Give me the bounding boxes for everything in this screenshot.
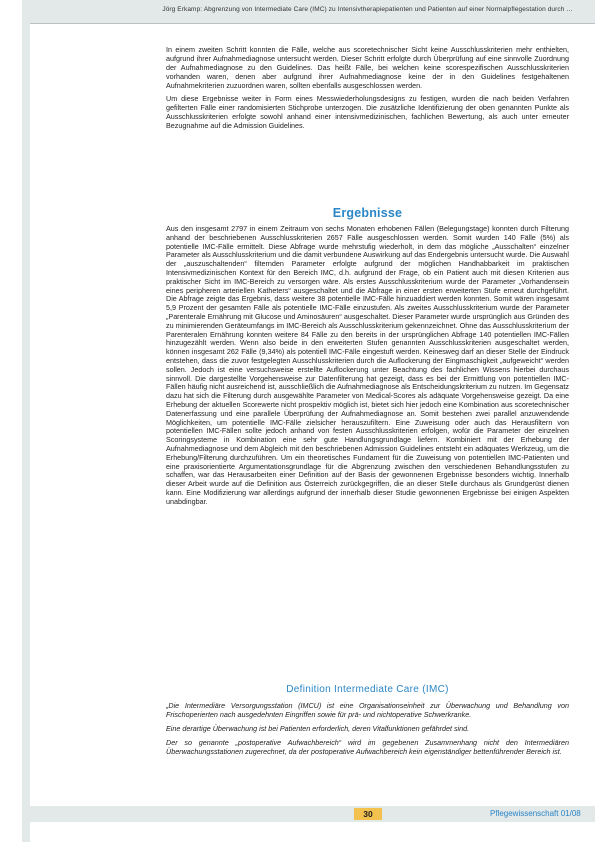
results-paragraph: Aus den insgesamt 2797 in einem Zeitraum von sechs Monaten erhobenen Fällen (Belegungstage) konnten durch Filterung anhand der beschriebenen Ausschlusskriterien 2657 Fälle ausgeschlossen werden. Somit wurden 140 Fälle (5%) als potentielle IMC-Fälle ermittelt. Diese Abfrage wurde mehrstufig wiederholt, in dem das mögliche „Ausschalten“ einzelner Parameter als Ausschlusskriterium und die damit verbundene Auswirkung auf das Endergebnis untersucht wurde. Die Auswahl der „auszuschaltenden“ filternden Parameter erfolgte aufgrund der möglichen Handhabbarkeit im praktischen Intensivmedizinischen Kontext für den Bereich IMC, d.h. aufgrund der Frage, ob ein Patient auch mit diesen Kriterien aus praktischer Sicht im IMC-Bereich zu versorgen wäre. Als erstes Ausschlusskriterium wurde der Parameter „Vorhandensein eines peripheren arteriellen Katheters“ ausgeschaltet und die Abfrage in einer ersten erweiterten Stufe erneut durchgeführt. Die Abfrage zeigte das Ergebnis, dass weitere 38 potentielle IMC-Fälle hinzuaddiert werden konnten. Somit wären insgesamt 5,9 Prozent der gesamten Fälle als potentielle IMC-Fälle einzustufen. Als zweites Ausschlusskriterium wurde der Parameter „Parenterale Ernährung mit Glucose und Aminosäuren“ ausgeschaltet. Dieser Parameter wurde ursprünglich aus Gründen des zu minimierenden Geräteumfangs im IMC-Bereich als Ausschlusskriterium gekennzeichnet. Ohne das Ausschlusskriterium der Parenteralen Ernährung konnten weitere 84 Fälle zu den bereits in der ursprünglichen Abfrage 140 potentiellen IMC-Fällen hinzugezählt werden. Wenn also beide in den erweiterten Stufen genannten Ausschlusskriterien ausgeschaltet werden, können insgesamt 262 Fälle (9,34%) als potentiell IMC-Fälle eingestuft werden. Keinesweg darf an dieser Stelle der Eindruck entstehen, dass die zuvor festgelegten Ausschlusskriterien durch die Auflockerung der Eingmaschigkeit „aufgeweicht“ werden sollen. Jedoch ist eine versuchsweise erstellte Auflockerung unter Beachtung des fachlichen Wissens hierbei durchaus sinnvoll. Die dargestellte Vorgehensweise zur Datenfilterung hat gezeigt, dass es bei der Ermittlung von potentiellen IMC-Fällen häufig nicht ausreichend ist, ausschließlich die Aufnahmediagnose als Entscheidungskriterium zu nutzen. Im Gegensatz dazu hat sich die Filterung durch ausgewählte Parameter von Medical-Scores als adäquate Vorgehensweise gezeigt. Da eine Erhebung der aktuellen Scorewerte nicht prospektiv möglich ist, bietet sich hier jedoch eine Kombination aus scoretechnischer Datenerfassung und eine parallele Überprüfung der Aufnahmediagnose an. Somit bestehen zwei parallel anzuwendende Möglichkeiten, um potentielle IMC-Fälle zielsicher herauszufiltern. Eine Zuweisung oder auch das Herausfiltern von potentiellen IMC-Fällen sollte jedoch anhand von festen Ausschlusskriterien erfolgen, wofür die Parameter der einzelnen Scoringsysteme in Kombination eine sehr gute Handlungsgrundlage liefern. Kombiniert mit der Erhebung der Aufnahmediagnose und dem Abgleich mit den beschriebenen Admission Guidelines entsteht ein adäquates Werkzeug, um die Erhebung/Filterung durchzuführen. Um ein theoretisches Fundament für die Zuweisung von potentiellen IMC-Patienten und eine praxisorientierte Argumentationsgrundlage für die Abgrenzung zwischen den verschiedenen Behandlungsstufen zu schaffen, war das Herausarbeiten einer Definition auf der Basis der gewonnenen Ergebnisse besonders wichtig. Innerhalb dieser Arbeit wurde auf die Definition aus Österreich zurückgegriffen, die an dieser Stelle durchaus als Grundgerüst dienen kann. Eine Modifizierung war allerdings aufgrund der innerhalb dieser Studie gewonnenen Ergebnisse bei einigen Aspekten unabdingbar. xyxy=(166,224,569,506)
definition-section xyxy=(166,701,569,761)
definition-heading: Definition Intermediate Care (IMC) xyxy=(286,684,449,695)
results-section xyxy=(166,225,569,507)
definition-paragraph-1: „Die Intermediäre Versorgungsstation (IMCU) ist eine Organisationseinheit zur Überwachung und Behandlung von Frischoperierten nach ausgedehnten Eingriffen sowie für prä- und nichtoperative Schwerkranke. xyxy=(166,701,569,719)
left-margin-bar xyxy=(22,23,30,842)
definition-paragraph-2: Eine derartige Überwachung ist bei Patienten erforderlich, deren Vitalfunktionen gefährdet sind. xyxy=(166,724,470,733)
header-divider xyxy=(30,23,595,24)
page-number: 30 xyxy=(354,808,382,820)
definition-paragraph-3: Der so genannte „postoperative Aufwachbereich“ wird im gegebenen Zusammenhang nicht den Intermediären Überwachungsstationen zugerechnet, da der postoperative Aufwachbereich kein eigenständiger bettenführender Bereich ist. xyxy=(166,738,569,756)
journal-reference: Pflegewissenschaft 01/08 xyxy=(490,809,581,818)
intro-section xyxy=(166,45,569,130)
results-heading: Ergebnisse xyxy=(332,206,403,220)
intro-paragraph-2: Um diese Ergebnisse weiter in Form eines Messwiederholungsdesigns zu festigen, wurden die nach beiden Verfahren gefilterten Fälle einer randomisierten Stichprobe unterzogen. Die zusätzliche Identifizierung der oben genannten Punkte als Ausschlusskriterien erfolgte sowohl anhand einer intensivmedizinischen, fachlichen Bewertung, als auch unter erneuter Bezugnahme auf die Admission Guidelines. xyxy=(166,94,569,130)
intro-paragraph-1: In einem zweiten Schritt konnten die Fälle, welche aus scoretechnischer Sicht keine Ausschlusskriterien mehr enthielten, aufgrund ihrer Aufnahmediagnose untersucht werden. Dieser Schritt erfolgte durch Überprüfung auf eine sinnvolle Zuordnung der Aufnahmediagnose zu den Guidelines. Das heißt Fälle, bei welchen keine scorespezifischen Ausschlusskriterien vorhanden waren, denen aber aufgrund ihrer Aufnahmediagnose keine der in den Guidelines festgehaltenen Aufnahmekriterien zuzuordnen waren, sollten ebenfalls ausgeschlossen werden. xyxy=(166,45,569,90)
running-header: Jörg Erkamp: Abgrenzung von Intermediate Care (IMC) zu Intensivtherapiepatienten und Patienten auf einer Normalpflegestation durch … xyxy=(162,6,573,13)
